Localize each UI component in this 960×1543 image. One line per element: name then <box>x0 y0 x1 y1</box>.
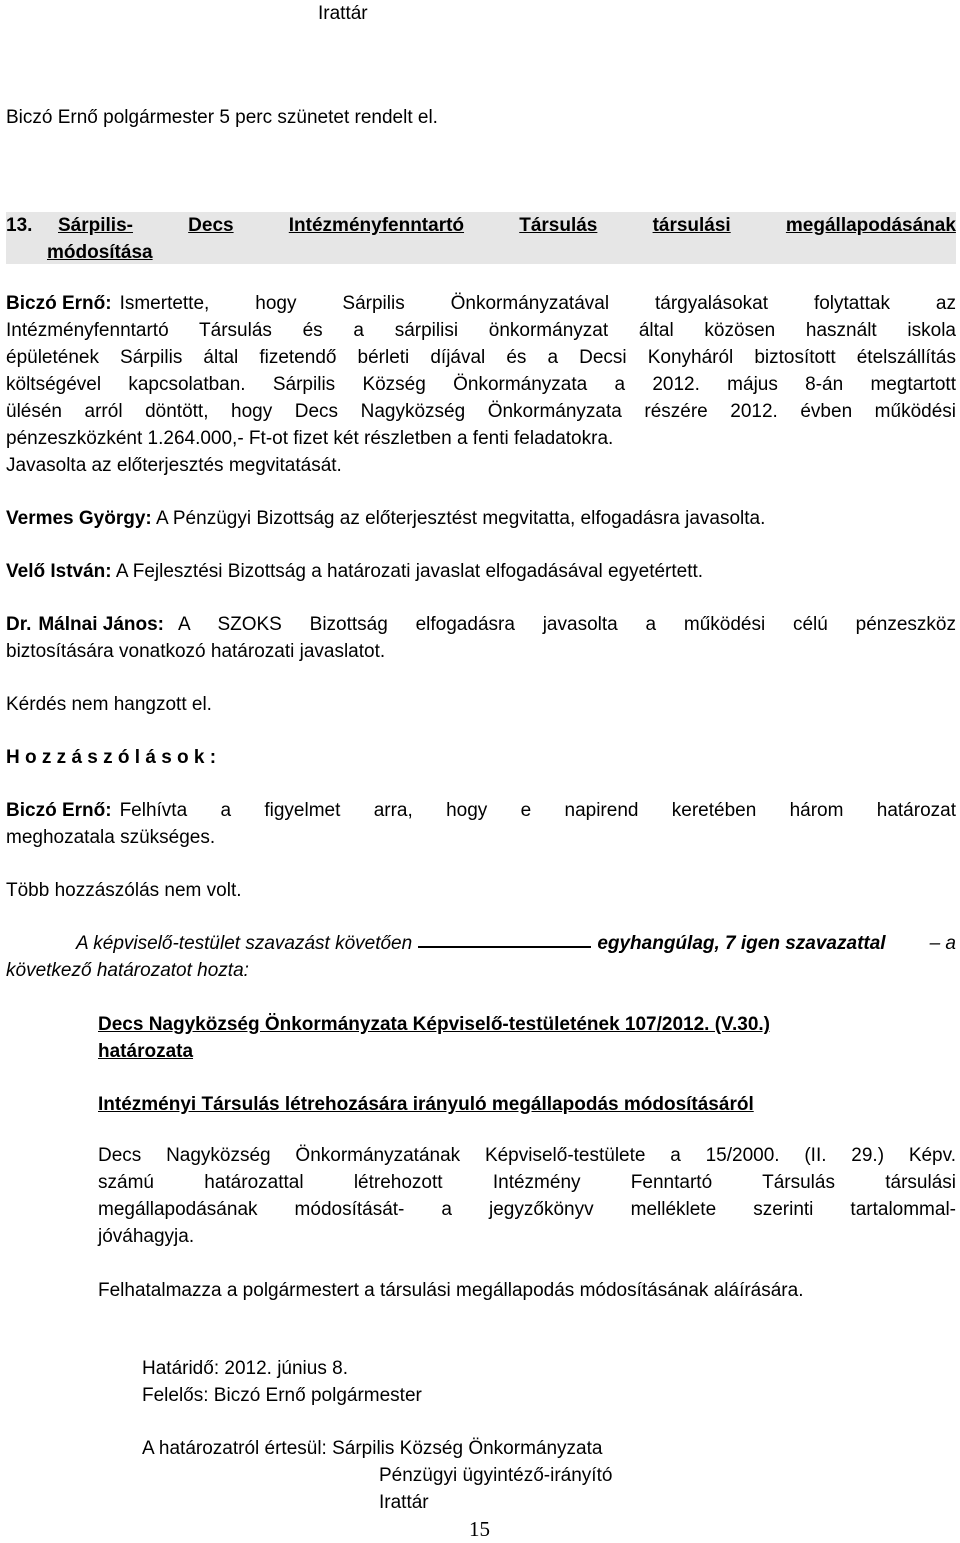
no-more-comments: Több hozzászólás nem volt. <box>6 880 242 901</box>
resolution-body-last: jóváhagyja. <box>98 1226 195 1247</box>
resolution-body-line: megállapodásának módosítását- a jegyzőkönyv melléklete szerinti tartalommal- <box>98 1199 956 1220</box>
biczo-comment <box>6 797 956 851</box>
no-question-note: Kérdés nem hangzott el. <box>6 694 212 715</box>
intro-paragraph <box>6 290 956 479</box>
resolution-body-line: Decs Nagyközség Önkormányzatának Képviselő-testülete a 15/2000. (II. 29.) Képv. <box>98 1145 956 1166</box>
statement-text: A Pénzügyi Bizottság az előterjesztést megvitatta, elfogadásra javasolta. <box>155 508 766 529</box>
statement-text: A Fejlesztési Bizottság a határozati javaslat elfogadásával egyetértett. <box>115 561 704 582</box>
speaker-name: Vermes György: <box>6 508 152 529</box>
agenda-title-word: Intézményfenntartó <box>288 215 465 236</box>
resolution-notify-2: Pénzügyi ügyintéző-irányító <box>379 1465 613 1486</box>
statement-text: A SZOKS Bizottság elfogadásra javasolta a működési célú pénzeszköz <box>178 614 956 635</box>
intro-line-1-text: Ismertette, hogy Sárpilis Önkormányzatával tárgyalásokat folytattak az <box>119 293 956 314</box>
speaker-name: Biczó Ernő: <box>6 800 112 821</box>
vote-result: egyhangúlag, 7 igen szavazattal <box>597 933 886 954</box>
intro-line: ülésén arról döntött, hogy Decs Nagyközség Önkormányzata részére 2012. évben működési <box>6 401 956 422</box>
agenda-title-line2: módosítása <box>47 242 153 263</box>
agenda-title-line1 <box>58 212 956 239</box>
resolution-body <box>98 1142 956 1250</box>
speaker-prefix: Dr. <box>6 614 32 635</box>
vote-italic: A képviselő-testület szavazást követően <box>76 933 413 954</box>
intro-line: épületének Sárpilis által fizetendő bérleti díjával és a Decsi Konyháról biztosított ételszállítás <box>6 347 956 368</box>
resolution-subject: Intézményi Társulás létrehozására irányuló megállapodás módosításáról <box>98 1094 754 1115</box>
resolution-notify-3: Irattár <box>379 1492 429 1513</box>
speaker-name: Biczó Ernő: <box>6 293 112 314</box>
statement-text: Felhívta a figyelmet arra, hogy e napirend keretében három határozat <box>119 800 956 821</box>
malnai-line-1 <box>6 611 956 638</box>
vote-line-2: következő határozatot hozta: <box>6 960 249 981</box>
comments-heading: H o z z á s z ó l á s o k : <box>6 747 217 768</box>
intro-line-1 <box>6 290 956 317</box>
resolution-authorization: Felhatalmazza a polgármestert a társulási megállapodás módosításának aláírására. <box>98 1280 804 1301</box>
intro-line: Intézményfenntartó Társulás és a sárpilisi önkormányzat által közösen használt iskola <box>6 320 956 341</box>
intro-last-line: Javasolta az előterjesztés megvitatását. <box>6 455 342 476</box>
speaker-name: Málnai János: <box>38 614 165 635</box>
vermes-statement <box>6 505 765 532</box>
vote-line-1 <box>6 930 956 957</box>
vote-dash-end: – a <box>929 933 956 954</box>
resolution-notify-label: A határozatról értesül: Sárpilis Község Önkormányzata <box>142 1438 603 1459</box>
break-note: Biczó Ernő polgármester 5 perc szünetet rendelt el. <box>6 107 438 128</box>
resolution-body-line: számú határozattal létrehozott Intézmény Fenntartó Társulás társulási <box>98 1172 956 1193</box>
vote-spacer <box>886 930 930 957</box>
malnai-statement <box>6 611 956 665</box>
page-number: 15 <box>469 1517 490 1541</box>
resolution-title-line1: Decs Nagyközség Önkormányzata Képviselő-testületének 107/2012. (V.30.) <box>98 1014 770 1035</box>
intro-line: költségével kapcsolatban. Sárpilis Község Önkormányzata a 2012. május 8-án megtartott <box>6 374 956 395</box>
agenda-title-word: társulási <box>652 215 731 236</box>
agenda-title-word: Sárpilis- <box>58 215 133 236</box>
resolution-responsible: Felelős: Biczó Ernő polgármester <box>142 1385 422 1406</box>
statement-text-line2: biztosítására vonatkozó határozati javaslatot. <box>6 641 386 662</box>
vote-dash-line <box>418 930 591 948</box>
header-title: Irattár <box>318 3 368 24</box>
resolution-deadline: Határidő: 2012. június 8. <box>142 1358 348 1379</box>
agenda-title-word: Decs <box>188 215 234 236</box>
resolution-title-line2: határozata <box>98 1041 194 1062</box>
agenda-title-word: megállapodásának <box>785 215 956 236</box>
velo-statement <box>6 558 703 585</box>
speaker-name: Velő István: <box>6 561 112 582</box>
biczo-comment-line-1 <box>6 797 956 824</box>
statement-text-line2: meghozatala szükséges. <box>6 827 216 848</box>
agenda-title-word: Társulás <box>519 215 598 236</box>
intro-line: pénzeszközként 1.264.000,- Ft-ot fizet két részletben a fenti feladatokra. <box>6 428 614 449</box>
agenda-number: 13. <box>6 215 33 236</box>
